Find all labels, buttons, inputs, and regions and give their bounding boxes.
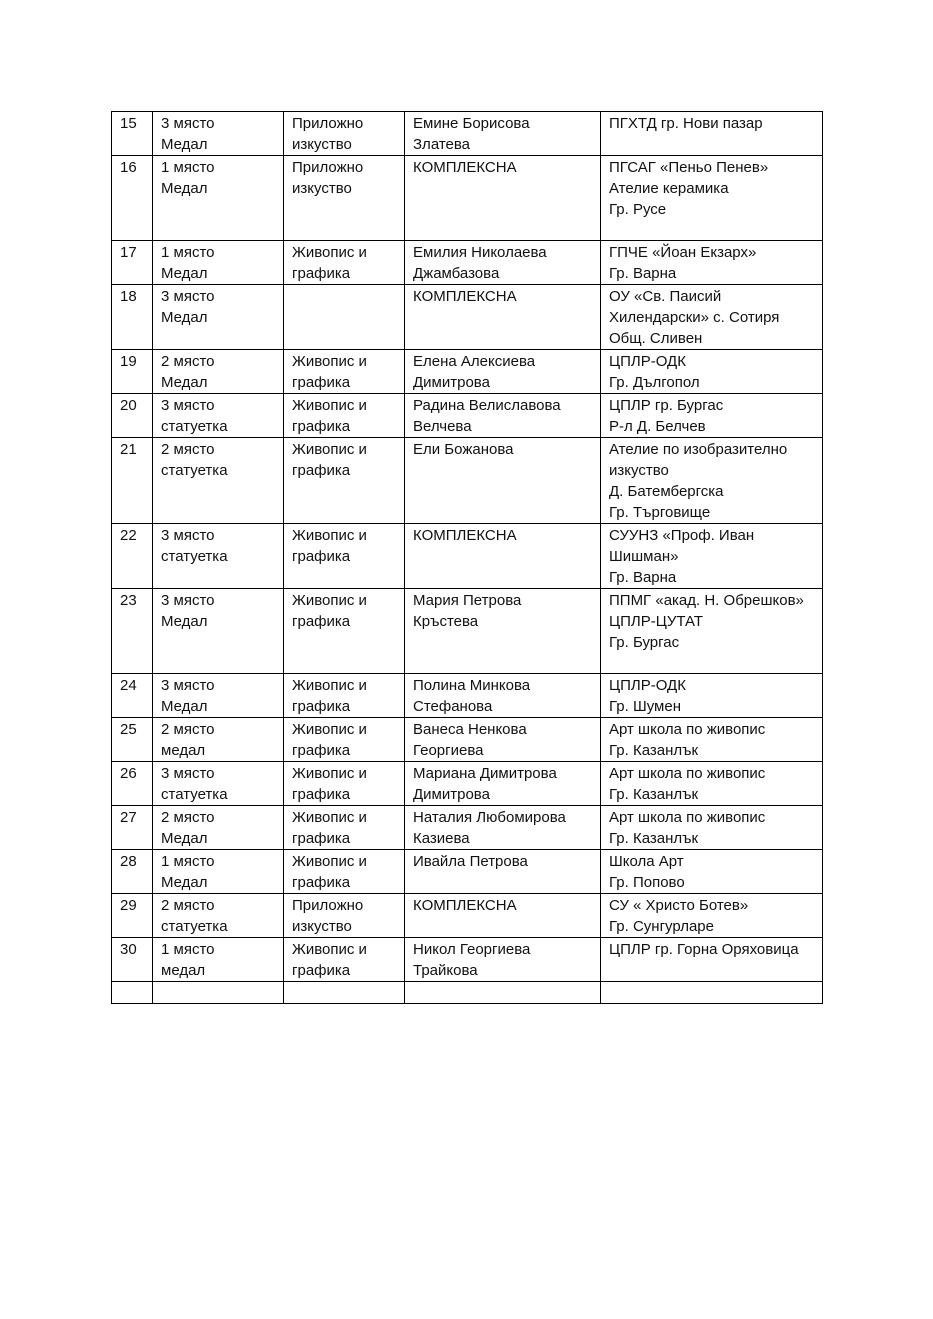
school: Ателие по изобразително изкуство Д. Батембергска Гр. Търговище xyxy=(601,438,823,524)
place-award: 3 място статуетка xyxy=(153,394,284,438)
place-award: 3 място статуетка xyxy=(153,524,284,589)
category: Приложно изкуство xyxy=(284,894,405,938)
school: ОУ «Св. Паисий Хилендарски» с. Сотиря Общ. Сливен xyxy=(601,285,823,350)
place-award: 1 място Медал xyxy=(153,241,284,285)
row-number: 16 xyxy=(112,156,153,241)
place-award: 3 място Медал xyxy=(153,589,284,674)
category: Приложно изкуство xyxy=(284,156,405,241)
participant-name: Полина Минкова Стефанова xyxy=(405,674,601,718)
table-row xyxy=(112,241,823,285)
school: Школа Арт Гр. Попово xyxy=(601,850,823,894)
participant-name: КОМПЛЕКСНА xyxy=(405,524,601,589)
category: Живопис и графика xyxy=(284,524,405,589)
row-number: 30 xyxy=(112,938,153,982)
school: ЦПЛР-ОДК Гр. Дългопол xyxy=(601,350,823,394)
participant-name: Мария Петрова Кръстева xyxy=(405,589,601,674)
row-number: 26 xyxy=(112,762,153,806)
category: Живопис и графика xyxy=(284,762,405,806)
category xyxy=(284,285,405,350)
participant-name: КОМПЛЕКСНА xyxy=(405,285,601,350)
participant-name: Радина Велиславова Велчева xyxy=(405,394,601,438)
school: СУ « Христо Ботев» Гр. Сунгурларе xyxy=(601,894,823,938)
category: Живопис и графика xyxy=(284,350,405,394)
table-row xyxy=(112,394,823,438)
school: ГПЧЕ «Йоан Екзарх» Гр. Варна xyxy=(601,241,823,285)
participant-name: Елена Алексиева Димитрова xyxy=(405,350,601,394)
table-row xyxy=(112,938,823,982)
school: Арт школа по живопис Гр. Казанлък xyxy=(601,718,823,762)
category: Живопис и графика xyxy=(284,589,405,674)
participant-name: Ивайла Петрова xyxy=(405,850,601,894)
table-row xyxy=(112,156,823,241)
awards-table xyxy=(111,111,823,1004)
place-award: 3 място Медал xyxy=(153,112,284,156)
school: Арт школа по живопис Гр. Казанлък xyxy=(601,762,823,806)
table-row xyxy=(112,718,823,762)
row-number: 20 xyxy=(112,394,153,438)
participant-name: Ели Божанова xyxy=(405,438,601,524)
participant-name: Никол Георгиева Трайкова xyxy=(405,938,601,982)
row-number: 29 xyxy=(112,894,153,938)
category: Живопис и графика xyxy=(284,938,405,982)
table-row xyxy=(112,894,823,938)
place-award: 1 място медал xyxy=(153,938,284,982)
table-row xyxy=(112,674,823,718)
table-row xyxy=(112,524,823,589)
table-row xyxy=(112,112,823,156)
row-number: 17 xyxy=(112,241,153,285)
place-award: 2 място статуетка xyxy=(153,438,284,524)
place-award: 2 място Медал xyxy=(153,350,284,394)
row-number xyxy=(112,982,153,1004)
school: ПГСАГ «Пеньо Пенев» Ателие керамика Гр. Русе xyxy=(601,156,823,241)
place-award: 2 място медал xyxy=(153,718,284,762)
school: СУУНЗ «Проф. Иван Шишман» Гр. Варна xyxy=(601,524,823,589)
table-row xyxy=(112,762,823,806)
table-row xyxy=(112,589,823,674)
row-number: 22 xyxy=(112,524,153,589)
table-row xyxy=(112,438,823,524)
row-number: 21 xyxy=(112,438,153,524)
category: Живопис и графика xyxy=(284,850,405,894)
category: Живопис и графика xyxy=(284,718,405,762)
participant-name: Ванеса Ненкова Георгиева xyxy=(405,718,601,762)
place-award xyxy=(153,982,284,1004)
category: Живопис и графика xyxy=(284,806,405,850)
table-row xyxy=(112,850,823,894)
category: Живопис и графика xyxy=(284,674,405,718)
row-number: 25 xyxy=(112,718,153,762)
participant-name: Емилия Николаева Джамбазова xyxy=(405,241,601,285)
row-number: 18 xyxy=(112,285,153,350)
school: ППМГ «акад. Н. Обрешков» ЦПЛР-ЦУТАТ Гр. Бургас xyxy=(601,589,823,674)
place-award: 2 място статуетка xyxy=(153,894,284,938)
row-number: 28 xyxy=(112,850,153,894)
row-number: 19 xyxy=(112,350,153,394)
participant-name: Мариана Димитрова Димитрова xyxy=(405,762,601,806)
place-award: 1 място Медал xyxy=(153,850,284,894)
category xyxy=(284,982,405,1004)
participant-name: Наталия Любомирова Казиева xyxy=(405,806,601,850)
school xyxy=(601,982,823,1004)
table-row xyxy=(112,350,823,394)
participant-name xyxy=(405,982,601,1004)
place-award: 3 място статуетка xyxy=(153,762,284,806)
place-award: 3 място Медал xyxy=(153,285,284,350)
row-number: 24 xyxy=(112,674,153,718)
school: ЦПЛР-ОДК Гр. Шумен xyxy=(601,674,823,718)
category: Приложно изкуство xyxy=(284,112,405,156)
category: Живопис и графика xyxy=(284,241,405,285)
school: ЦПЛР гр. Бургас Р-л Д. Белчев xyxy=(601,394,823,438)
table-row xyxy=(112,806,823,850)
school: ЦПЛР гр. Горна Оряховица xyxy=(601,938,823,982)
place-award: 3 място Медал xyxy=(153,674,284,718)
row-number: 27 xyxy=(112,806,153,850)
participant-name: КОМПЛЕКСНА xyxy=(405,156,601,241)
place-award: 2 място Медал xyxy=(153,806,284,850)
row-number: 23 xyxy=(112,589,153,674)
place-award: 1 място Медал xyxy=(153,156,284,241)
school: Арт школа по живопис Гр. Казанлък xyxy=(601,806,823,850)
row-number: 15 xyxy=(112,112,153,156)
school: ПГХТД гр. Нови пазар xyxy=(601,112,823,156)
category: Живопис и графика xyxy=(284,438,405,524)
participant-name: Емине Борисова Златева xyxy=(405,112,601,156)
category: Живопис и графика xyxy=(284,394,405,438)
participant-name: КОМПЛЕКСНА xyxy=(405,894,601,938)
table-row xyxy=(112,285,823,350)
table-row xyxy=(112,982,823,1004)
